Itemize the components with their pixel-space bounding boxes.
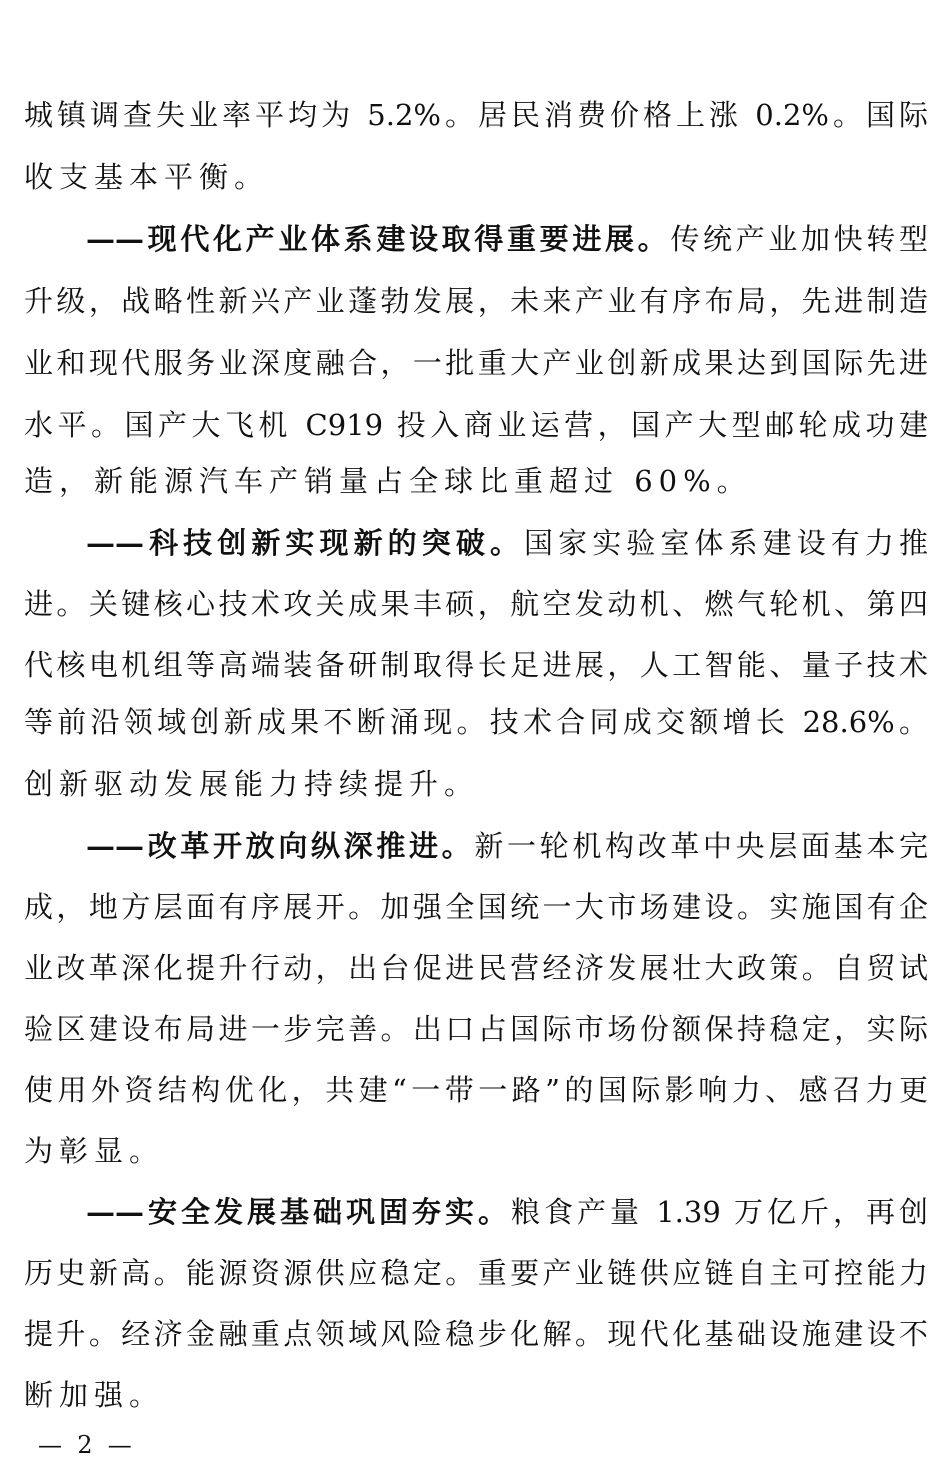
- text-line: 代核电机组等高端装备研制取得长足进展，人工智能、量子技术: [24, 648, 928, 682]
- paragraph-first-line: [24, 1192, 928, 1232]
- text-line: 断加强。: [24, 1378, 165, 1412]
- text-line: 升级，战略性新兴产业蓬勃发展，未来产业有序布局，先进制造: [24, 284, 928, 318]
- text-line: 水平。国产大飞机 C919 投入商业运营，国产大型邮轮成功建: [24, 408, 928, 442]
- text-line: 成，地方层面有序展开。加强全国统一大市场建设。实施国有企: [24, 890, 928, 924]
- text-line: 验区建设布局进一步完善。出口占国际市场份额保持稳定，实际: [24, 1012, 928, 1046]
- paragraph-first-line: [24, 826, 928, 866]
- text-segment: 新一轮机构改革中央层面基本完: [474, 829, 928, 863]
- section-heading: ——科技创新实现新的突破。: [86, 526, 525, 560]
- text-line: 业改革深化提升行动，出台促进民营经济发展壮大政策。自贸试: [24, 951, 928, 985]
- text-line: 提升。经济金融重点领域风险稳步化解。现代化基础设施建设不: [24, 1317, 928, 1351]
- text-segment: 传统产业加快转型: [670, 222, 928, 256]
- paragraph-first-line: [24, 219, 928, 259]
- text-line: 收支基本平衡。: [24, 160, 270, 194]
- text-line: 使用外资结构优化，共建“一带一路”的国际影响力、感召力更: [24, 1073, 928, 1107]
- section-heading: ——改革开放向纵深推进。: [86, 829, 475, 863]
- page-number: — 2 —: [38, 1431, 132, 1459]
- text-line: 进。关键核心技术攻关成果丰硕，航空发动机、燃气轮机、第四: [24, 587, 928, 621]
- text-line: 为彰显。: [24, 1134, 165, 1168]
- text-segment: 国家实验室体系建设有力推: [524, 526, 928, 560]
- paragraph-first-line: [24, 523, 928, 563]
- text-line: 造，新能源汽车产销量占全球比重超过 60%。: [24, 464, 752, 498]
- text-segment: 粮食产量 1.39 万亿斤，再创: [510, 1195, 928, 1229]
- section-heading: ——安全发展基础巩固夯实。: [86, 1195, 511, 1229]
- text-line: 历史新高。能源资源供应稳定。重要产业链供应链自主可控能力: [24, 1256, 928, 1290]
- text-line: 创新驱动发展能力持续提升。: [24, 767, 480, 801]
- text-line: 业和现代服务业深度融合，一批重大产业创新成果达到国际先进: [24, 346, 928, 380]
- section-heading: ——现代化产业体系建设取得重要进展。: [86, 222, 671, 256]
- text-line: 城镇调查失业率平均为 5.2%。居民消费价格上涨 0.2%。国际: [24, 98, 928, 132]
- text-line: 等前沿领域创新成果不断涌现。技术合同成交额增长 28.6%。: [24, 705, 928, 739]
